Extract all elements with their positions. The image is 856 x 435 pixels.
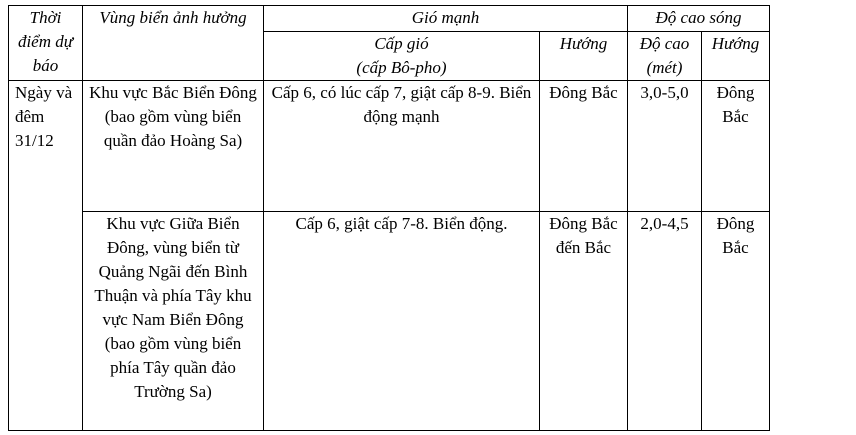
header-wave-height-label: Độ cao bbox=[639, 34, 690, 53]
wave-direction-cell: Đông Bắc bbox=[702, 212, 770, 431]
wind-level-cell: Cấp 6, giật cấp 7-8. Biển động. bbox=[264, 212, 540, 431]
header-wind-level-label: Cấp gió bbox=[374, 34, 429, 53]
table-row bbox=[9, 212, 770, 431]
header-wave-height-unit: (mét) bbox=[646, 58, 683, 77]
header-wave-height-value bbox=[628, 32, 702, 81]
forecast-time-cell: Ngày và đêm 31/12 bbox=[9, 81, 83, 431]
header-affected-area: Vùng biển ảnh hưởng bbox=[83, 6, 264, 81]
wind-direction-cell: Đông Bắc đến Bắc bbox=[540, 212, 628, 431]
header-wind-level bbox=[264, 32, 540, 81]
table-row bbox=[9, 81, 770, 212]
header-wave-direction: Hướng bbox=[702, 32, 770, 81]
wave-direction-cell: Đông Bắc bbox=[702, 81, 770, 212]
area-cell: Khu vực Giữa Biển Đông, vùng biển từ Quảng Ngãi đến Bình Thuận và phía Tây khu vực Nam Biển Đông (bao gồm vùng biển phía Tây quần đảo Trường Sa) bbox=[83, 212, 264, 431]
wind-direction-cell: Đông Bắc bbox=[540, 81, 628, 212]
header-wind-direction: Hướng bbox=[540, 32, 628, 81]
marine-forecast-table bbox=[8, 5, 770, 431]
header-forecast-time: Thời điểm dự báo bbox=[9, 6, 83, 81]
wave-height-cell: 3,0-5,0 bbox=[628, 81, 702, 212]
header-wave-height: Độ cao sóng bbox=[628, 6, 770, 32]
area-cell: Khu vực Bắc Biển Đông (bao gồm vùng biển quần đảo Hoàng Sa) bbox=[83, 81, 264, 212]
header-row-top bbox=[9, 6, 770, 32]
wind-level-cell: Cấp 6, có lúc cấp 7, giật cấp 8-9. Biển động mạnh bbox=[264, 81, 540, 212]
header-strong-wind: Gió mạnh bbox=[264, 6, 628, 32]
wave-height-cell: 2,0-4,5 bbox=[628, 212, 702, 431]
header-wind-level-unit: (cấp Bô-pho) bbox=[356, 58, 447, 77]
